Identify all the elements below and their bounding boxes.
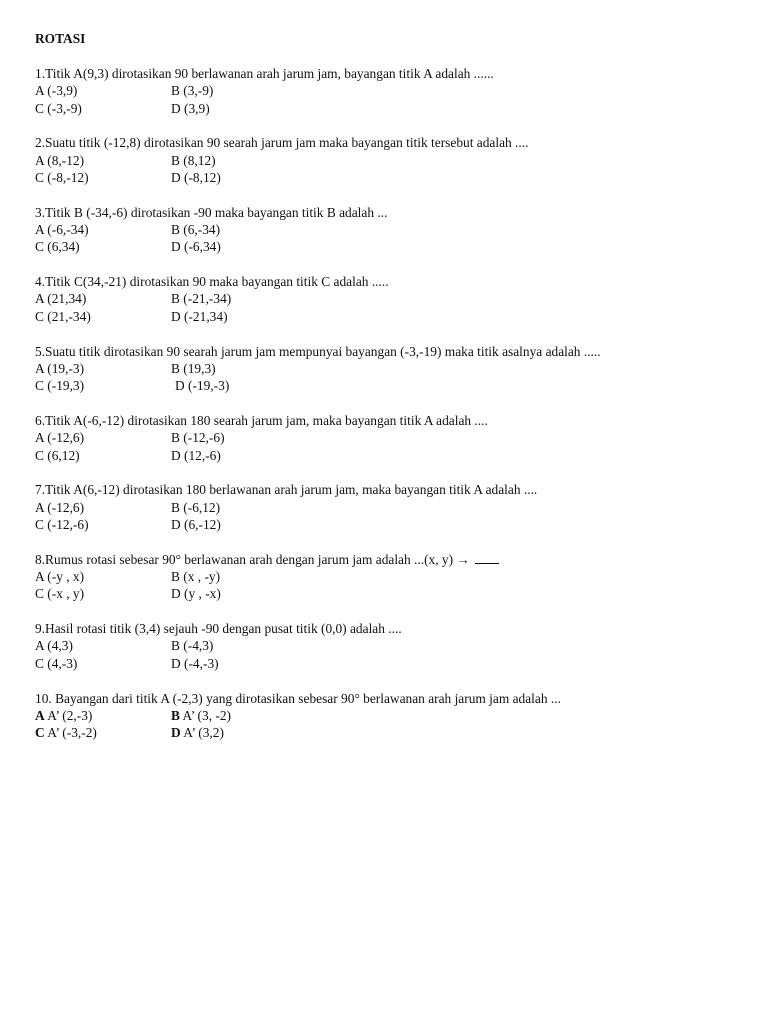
option-d: D (6,-12) <box>171 516 221 532</box>
option-letter: A <box>35 707 45 723</box>
question-text: 9.Hasil rotasi titik (3,4) sejauh -90 dengan pusat titik (0,0) adalah .... <box>35 621 402 637</box>
options-row <box>35 152 735 169</box>
option-d: D (-6,34) <box>171 239 221 255</box>
option-d: D (12,-6) <box>171 447 221 463</box>
option-b: B (x , -y) <box>171 569 221 585</box>
option-d: D (3,9) <box>171 100 210 116</box>
option-c: C (-8,-12) <box>35 169 89 185</box>
question-text: 8.Rumus rotasi sebesar 90° berlawanan arah dengan jarum jam adalah ...(x, y) → <box>35 551 470 567</box>
option-b: B (-6,12) <box>171 499 221 515</box>
question-9 <box>35 620 735 672</box>
question-text: 10. Bayangan dari titik A (-2,3) yang dirotasikan sebesar 90° berlawanan arah jarum jam adalah ... <box>35 690 561 706</box>
option-b: B (3,-9) <box>171 83 214 99</box>
question-text: 6.Titik A(-6,-12) dirotasikan 180 searah jarum jam, maka bayangan titik A adalah .... <box>35 412 488 428</box>
question-text: 7.Titik A(6,-12) dirotasikan 180 berlawanan arah jarum jam, maka bayangan titik A adalah .... <box>35 482 538 498</box>
option-a: A (8,-12) <box>35 152 85 168</box>
option-c: C (6,34) <box>35 239 80 255</box>
options-row <box>35 568 735 585</box>
option-b: B (-12,-6) <box>171 430 225 446</box>
option-c: C (6,12) <box>35 447 80 463</box>
option-a: A (-y , x) <box>35 569 85 585</box>
options-row <box>35 585 735 602</box>
options-row <box>35 290 735 307</box>
option-value: A’ (3, -2) <box>182 707 232 723</box>
option-a: A (-12,6) <box>35 499 85 515</box>
question-6 <box>35 412 735 464</box>
option-c: C (21,-34) <box>35 308 91 324</box>
option-letter: D <box>171 725 181 741</box>
options-row <box>35 724 735 741</box>
options-row <box>35 308 735 325</box>
question-text: 2.Suatu titik (-12,8) dirotasikan 90 searah jarum jam maka bayangan titik tersebut adalah .... <box>35 135 529 151</box>
option-b: B (-21,-34) <box>171 291 232 307</box>
option-d: D (-8,12) <box>171 169 221 185</box>
option-c: C (-3,-9) <box>35 100 82 116</box>
option-d: D (-21,34) <box>171 308 228 324</box>
options-row <box>35 82 735 99</box>
option-value: A’ (2,-3) <box>47 707 93 723</box>
option-a: A (19,-3) <box>35 360 85 376</box>
options-row <box>35 637 735 654</box>
options-row <box>35 377 735 394</box>
option-c: C (-x , y) <box>35 586 85 602</box>
option-value: A’ (-3,-2) <box>47 725 97 741</box>
option-a: A (4,3) <box>35 638 73 654</box>
option-a: A (21,34) <box>35 291 87 307</box>
options-row <box>35 360 735 377</box>
option-b <box>171 707 231 724</box>
question-3 <box>35 204 735 256</box>
answer-blank <box>475 552 499 564</box>
question-text-row <box>35 551 735 568</box>
options-row <box>35 429 735 446</box>
question-2 <box>35 134 735 186</box>
option-d: D (-19,-3) <box>175 378 230 394</box>
option-a: A (-3,9) <box>35 83 78 99</box>
question-8 <box>35 551 735 603</box>
options-row <box>35 100 735 117</box>
options-row <box>35 169 735 186</box>
option-b: B (19,3) <box>171 360 216 376</box>
question-5 <box>35 343 735 395</box>
document-page <box>35 30 735 759</box>
options-row <box>35 221 735 238</box>
question-4 <box>35 273 735 325</box>
question-7 <box>35 481 735 533</box>
option-d: D (y , -x) <box>171 586 221 602</box>
option-c <box>35 724 97 741</box>
options-row <box>35 238 735 255</box>
option-a: A (-12,6) <box>35 430 85 446</box>
option-b: B (6,-34) <box>171 222 221 238</box>
option-c: C (-12,-6) <box>35 516 89 532</box>
question-text: 1.Titik A(9,3) dirotasikan 90 berlawanan arah jarum jam, bayangan titik A adalah ...... <box>35 66 494 81</box>
option-value: A’ (3,2) <box>183 725 224 741</box>
options-row <box>35 499 735 516</box>
options-row <box>35 707 735 724</box>
option-d <box>171 724 224 741</box>
options-row <box>35 447 735 464</box>
question-text: 5.Suatu titik dirotasikan 90 searah jarum jam mempunyai bayangan (-3,-19) maka titik asalnya adalah ..... <box>35 343 601 359</box>
option-letter: B <box>171 707 180 723</box>
option-b: B (-4,3) <box>171 638 214 654</box>
option-c: C (4,-3) <box>35 655 78 671</box>
question-10 <box>35 690 735 742</box>
option-letter: C <box>35 725 45 741</box>
question-1 <box>35 65 735 117</box>
option-d: D (-4,-3) <box>171 655 219 671</box>
option-a <box>35 707 92 724</box>
options-row <box>35 655 735 672</box>
option-c: C (-19,3) <box>35 378 85 394</box>
option-a: A (-6,-34) <box>35 222 89 238</box>
question-text: 4.Titik C(34,-21) dirotasikan 90 maka bayangan titik C adalah ..... <box>35 274 389 290</box>
question-text: 3.Titik B (-34,-6) dirotasikan -90 maka bayangan titik B adalah ... <box>35 204 388 220</box>
options-row <box>35 516 735 533</box>
option-b: B (8,12) <box>171 152 216 168</box>
document-title: ROTASI <box>35 31 86 46</box>
